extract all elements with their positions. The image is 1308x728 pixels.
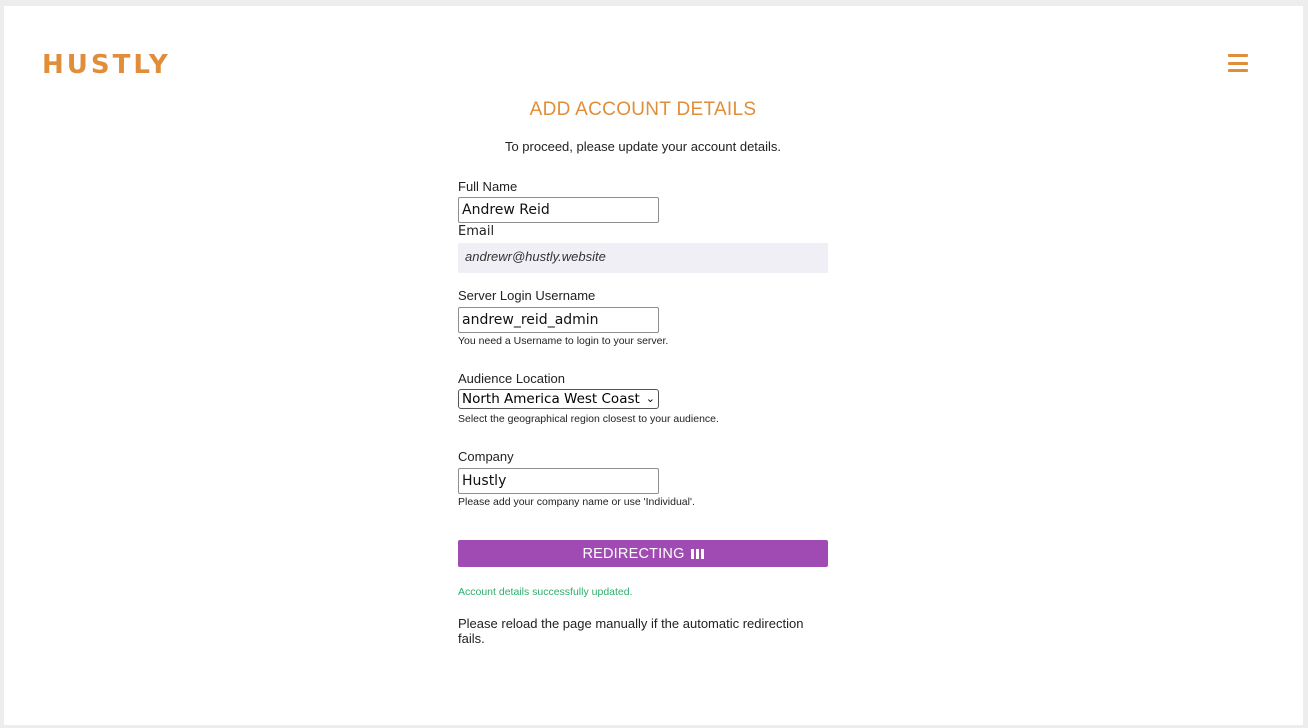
audience-location-select[interactable] bbox=[458, 389, 659, 409]
company-help-text: Please add your company name or use 'Individual'. bbox=[458, 496, 695, 508]
page-subtitle: To proceed, please update your account details. bbox=[504, 139, 782, 154]
page-title: ADD ACCOUNT DETAILS bbox=[529, 99, 757, 120]
audience-location-help-text: Select the geographical region closest to your audience. bbox=[458, 413, 719, 425]
full-name-label: Full Name bbox=[458, 179, 518, 194]
reload-note: Please reload the page manually if the automatic redirection fails. bbox=[458, 616, 804, 646]
email-label: Email bbox=[458, 224, 495, 239]
redirecting-button-label: REDIRECTING bbox=[582, 545, 685, 562]
hustly-logo[interactable]: HUSTLY bbox=[42, 50, 171, 80]
username-input[interactable] bbox=[458, 307, 659, 333]
success-message: Account details successfully updated. bbox=[458, 586, 633, 598]
username-help-text: You need a Username to login to your server. bbox=[458, 335, 669, 347]
chevron-down-icon: ⌄ bbox=[645, 392, 655, 405]
loading-bars-icon bbox=[691, 549, 704, 559]
audience-location-label: Audience Location bbox=[458, 371, 565, 386]
hamburger-menu-icon[interactable] bbox=[1228, 54, 1248, 72]
page bbox=[4, 6, 1303, 725]
email-readonly-field: andrewr@hustly.website bbox=[458, 243, 828, 273]
redirecting-button[interactable] bbox=[458, 540, 828, 567]
company-label: Company bbox=[458, 449, 514, 464]
username-label: Server Login Username bbox=[458, 288, 596, 303]
audience-location-value: North America West Coast bbox=[462, 391, 640, 407]
full-name-input[interactable] bbox=[458, 197, 659, 223]
company-input[interactable] bbox=[458, 468, 659, 494]
